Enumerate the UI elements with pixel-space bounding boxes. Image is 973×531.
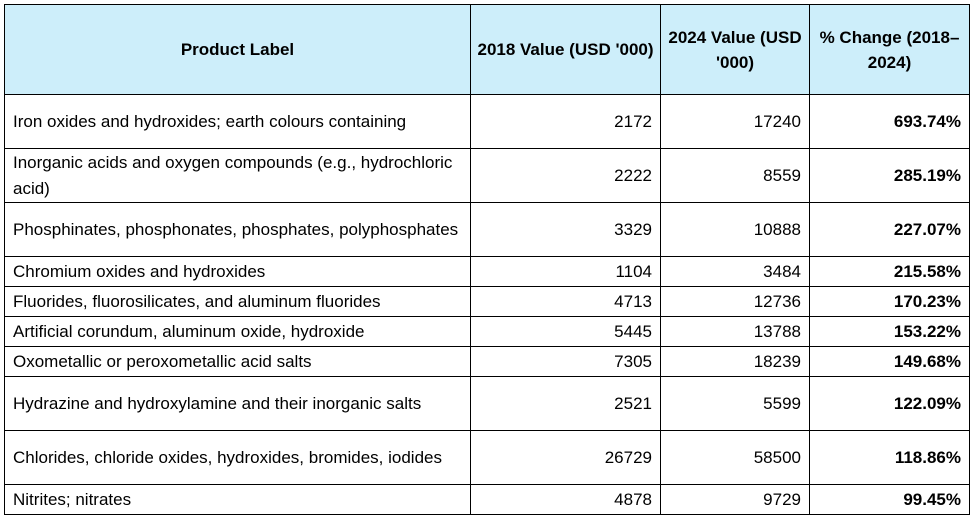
table-row	[5, 485, 970, 515]
percent-change-cell: 149.68%	[810, 347, 970, 377]
percent-change-cell: 227.07%	[810, 203, 970, 257]
percent-change-cell: 99.45%	[810, 485, 970, 515]
product-label-cell: Artificial corundum, aluminum oxide, hydroxide	[5, 317, 471, 347]
value-2018-cell: 2521	[471, 377, 661, 431]
value-2018-cell: 2172	[471, 95, 661, 149]
header-row	[5, 5, 970, 95]
percent-change-cell: 153.22%	[810, 317, 970, 347]
value-2024-cell: 10888	[661, 203, 810, 257]
value-2018-cell: 7305	[471, 347, 661, 377]
value-2018-cell: 4713	[471, 287, 661, 317]
value-2024-cell: 3484	[661, 257, 810, 287]
product-label-cell: Nitrites; nitrates	[5, 485, 471, 515]
product-label-cell: Iron oxides and hydroxides; earth colours containing	[5, 95, 471, 149]
table-row	[5, 257, 970, 287]
value-2018-cell: 3329	[471, 203, 661, 257]
table-row	[5, 377, 970, 431]
trade-data-table	[4, 4, 970, 515]
product-label-cell: Fluorides, fluorosilicates, and aluminum fluorides	[5, 287, 471, 317]
table-header	[5, 5, 970, 95]
table-row	[5, 317, 970, 347]
product-label-cell: Chromium oxides and hydroxides	[5, 257, 471, 287]
percent-change-cell: 170.23%	[810, 287, 970, 317]
product-label-cell: Phosphinates, phosphonates, phosphates, polyphosphates	[5, 203, 471, 257]
header-product-label: Product Label	[5, 5, 471, 95]
value-2024-cell: 12736	[661, 287, 810, 317]
table-row	[5, 95, 970, 149]
table-container	[4, 4, 970, 515]
product-label-cell: Inorganic acids and oxygen compounds (e.g., hydrochloric acid)	[5, 149, 471, 203]
value-2024-cell: 17240	[661, 95, 810, 149]
percent-change-cell: 118.86%	[810, 431, 970, 485]
value-2018-cell: 4878	[471, 485, 661, 515]
product-label-cell: Oxometallic or peroxometallic acid salts	[5, 347, 471, 377]
table-row	[5, 287, 970, 317]
value-2018-cell: 1104	[471, 257, 661, 287]
table-row	[5, 203, 970, 257]
product-label-cell: Chlorides, chloride oxides, hydroxides, bromides, iodides	[5, 431, 471, 485]
value-2024-cell: 18239	[661, 347, 810, 377]
percent-change-cell: 693.74%	[810, 95, 970, 149]
percent-change-cell: 122.09%	[810, 377, 970, 431]
value-2024-cell: 9729	[661, 485, 810, 515]
table-row	[5, 431, 970, 485]
table-row	[5, 149, 970, 203]
header-2024-value: 2024 Value (USD '000)	[661, 5, 810, 95]
value-2018-cell: 26729	[471, 431, 661, 485]
value-2018-cell: 5445	[471, 317, 661, 347]
table-row	[5, 347, 970, 377]
value-2024-cell: 5599	[661, 377, 810, 431]
value-2024-cell: 58500	[661, 431, 810, 485]
value-2024-cell: 8559	[661, 149, 810, 203]
percent-change-cell: 215.58%	[810, 257, 970, 287]
table-body	[5, 95, 970, 515]
header-2018-value: 2018 Value (USD '000)	[471, 5, 661, 95]
percent-change-cell: 285.19%	[810, 149, 970, 203]
value-2024-cell: 13788	[661, 317, 810, 347]
header-percent-change: % Change (2018–2024)	[810, 5, 970, 95]
product-label-cell: Hydrazine and hydroxylamine and their inorganic salts	[5, 377, 471, 431]
value-2018-cell: 2222	[471, 149, 661, 203]
